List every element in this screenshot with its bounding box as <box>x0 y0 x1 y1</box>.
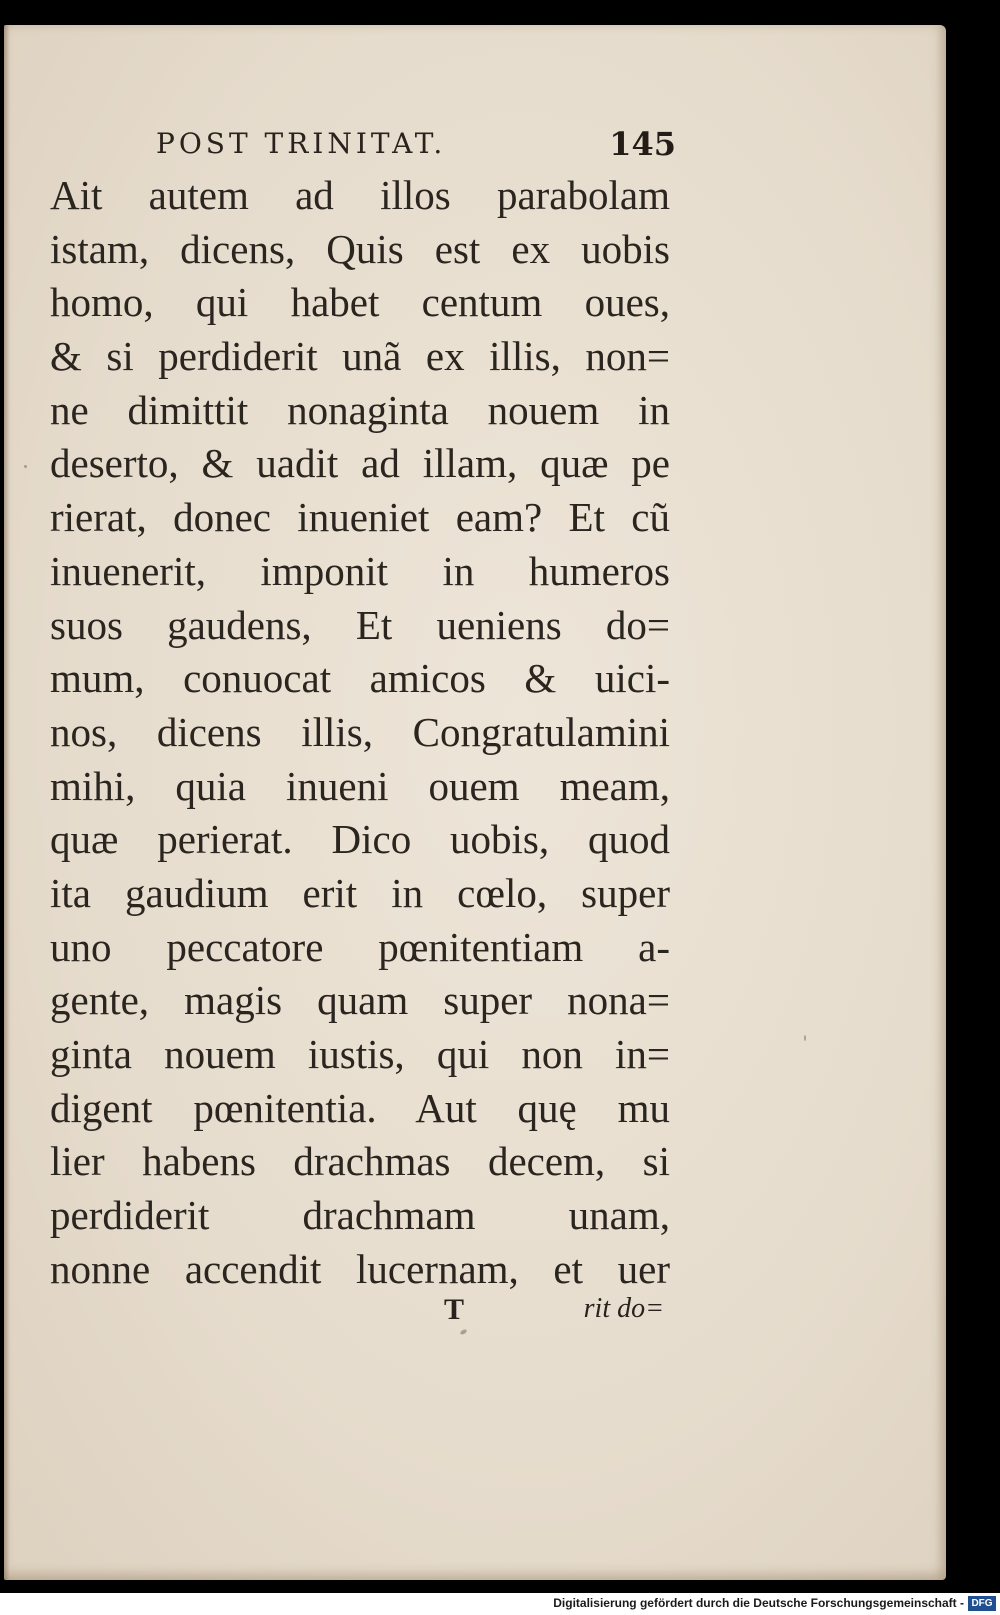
text-line: inuenerit, imponit in humeros <box>50 547 670 594</box>
text-line: quæ perierat. Dico uobis, quod <box>50 816 670 863</box>
page-gutter-shadow <box>4 25 10 1580</box>
paper-speck <box>804 1035 806 1041</box>
paper-speck <box>24 465 27 468</box>
text-line: mihi, quia inueni ouem meam, <box>50 762 670 809</box>
text-line: deserto, & uadit ad illam, quæ pe <box>50 440 670 487</box>
text-line: homo, qui habet centum oues, <box>50 279 670 326</box>
signature-mark: T <box>444 1293 465 1326</box>
credit-text: Digitalisierung gefördert durch die Deutsche Forschungsgemeinschaft - <box>553 1596 964 1610</box>
text-line: ita gaudium erit in cœlo, super <box>50 869 670 916</box>
page-footer <box>444 1293 664 1333</box>
text-line: nos, dicens illis, Congratulamini <box>50 708 670 755</box>
dfg-logo-icon: DFG <box>968 1596 996 1611</box>
text-line: rierat, donec inueniet eam? Et cũ <box>50 494 670 541</box>
text-line: uno peccatore pœnitentiam a- <box>50 923 670 970</box>
text-line: istam, dicens, Quis est ex uobis <box>50 225 670 272</box>
running-head <box>156 125 676 165</box>
text-line: digent pœnitentia. Aut quę mu <box>50 1084 670 1131</box>
text-line: suos gaudens, Et ueniens do= <box>50 601 670 648</box>
catchword: rit do= <box>583 1293 664 1324</box>
digitization-credit-bar <box>0 1593 1000 1615</box>
text-line: Ait autem ad illos parabolam <box>50 172 670 218</box>
text-line: lier habens drachmas decem, si <box>50 1138 670 1185</box>
text-line: ne dimittit nonaginta nouem in <box>50 386 670 433</box>
text-line: nonne accendit lucernam, et uer <box>50 1245 670 1292</box>
page-number: 145 <box>609 125 676 163</box>
text-line: perdiderit drachmam unam, <box>50 1192 670 1239</box>
running-title: POST TRINITAT. <box>156 127 447 160</box>
text-line: ginta nouem iustis, qui non in= <box>50 1031 670 1077</box>
text-line: mum, conuocat amicos & uici- <box>50 655 670 702</box>
text-block <box>50 169 670 1296</box>
book-page <box>4 25 946 1580</box>
text-line: & si perdiderit unã ex illis, non= <box>50 333 670 380</box>
text-line: gente, magis quam super nona= <box>50 977 670 1024</box>
